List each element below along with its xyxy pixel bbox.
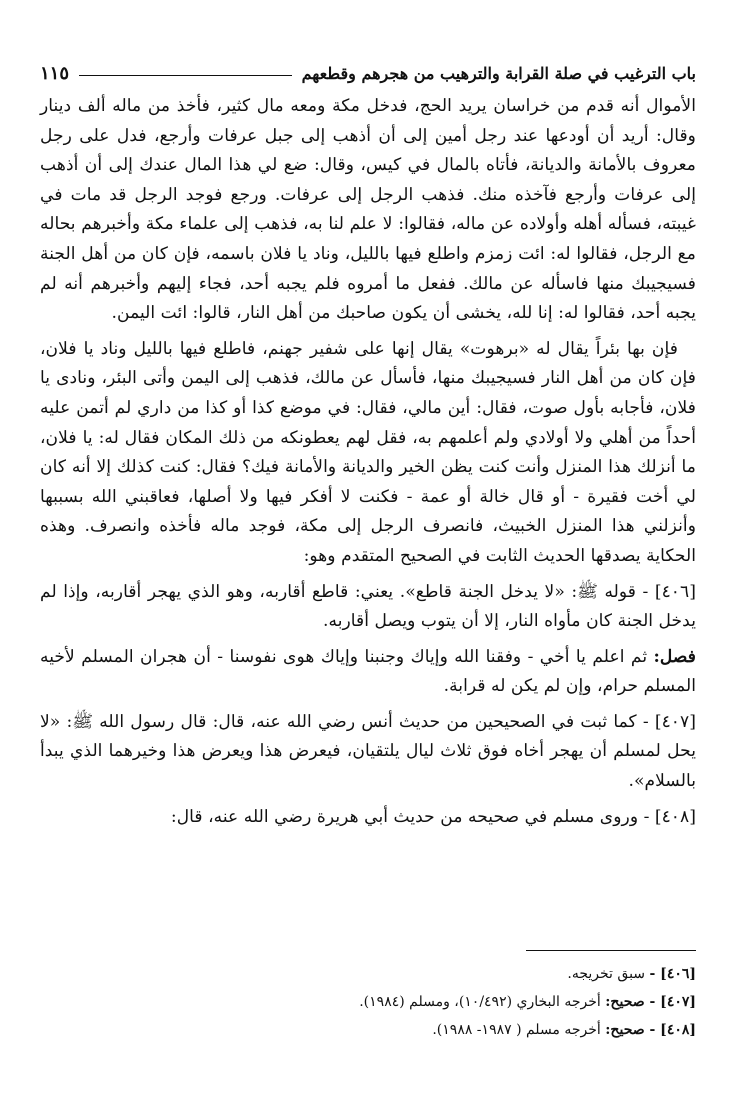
- running-header: [40, 58, 696, 88]
- footnote-406: [40, 960, 696, 988]
- footnote-407: [40, 988, 696, 1016]
- footnote-text: أخرجه مسلم ( ١٩٨٧- ١٩٨٨).: [432, 1022, 606, 1038]
- footnote-label: [٤٠٨] - صحيح:: [605, 1022, 696, 1038]
- hadith-407: [٤٠٧] - كما ثبت في الصحيحين من حديث أنس رضي الله عنه، قال: قال رسول الله ﷺ: «لا يحل لمسلم أن يهجر أخاه فوق ثلاث ليال يلتقيان، فيعرض هذا ويعرض هذا وخيرهما الذي يبدأ بالسلام».: [40, 711, 696, 792]
- body-text: [40, 92, 696, 832]
- page-number: ١١٥: [40, 62, 70, 84]
- section-fasl: [40, 643, 696, 702]
- section-text: ثم اعلم يا أخي - وفقنا الله وإياك وجنبنا وإياك هوى نفوسنا - أن هجران المسلم لأخيه المسلم حرام، وإن لم يكن له قرابة.: [40, 646, 696, 697]
- footnote-label: [٤٠٧] - صحيح:: [605, 994, 696, 1010]
- section-lead: فصل:: [653, 646, 696, 667]
- paragraph-story-continued: فإن بها بئراً يقال له «برهوت» يقال إنها على شفير جهنم، فاطلع فيها بالليل وناد يا فلان، فإن كان من أهل النار فسيجيبك منها، فأسأل عن مالك، فذهب إلى اليمن وأتى البئر، ونادى يا فلان، فأجابه بأول صوت، فقال: أين مالي، فقال: في موضع كذا أو كذا من داري لم أتمن عليه أحداً من أهلي ولا أولادي ولم أعلمهم به، فقل لهم يعطونكه من ذلك المكان فقال له: يا فلان، ما أنزلك هذا المنزل وأنت كنت يظن الخير والديانة والأمانة فيك؟ فقال: كنت كذلك إلا أنه كان لي أخت فقيرة - أو قال خالة أو عمة - فكنت لا أفكر فيها ولا أصلها، فعاقبني الله بسببها وأنزلني هذا المنزل الخبيث، فانصرف الرجل إلى مكة، فوجد ماله فأخذه وانصرف. وهذه الحكاية يصدقها الحديث الثابت في الصحيح المتقدم وهو:: [40, 338, 696, 566]
- footnote-label: [٤٠٦] -: [649, 966, 696, 982]
- footnote-text: أخرجه البخاري (١٠/٤٩٢)، ومسلم (١٩٨٤).: [359, 994, 606, 1010]
- hadith-406: [٤٠٦] - قوله ﷺ: «لا يدخل الجنة قاطع». يعني: قاطع أقاربه، وهو الذي يهجر أقاربه، وإذا لم يدخل الجنة كان مأواه النار، إلا أن يتوب ويصل أقاربه.: [40, 581, 696, 632]
- footnote-text: سبق تخريجه.: [567, 966, 650, 982]
- footnote-408: [40, 1016, 696, 1044]
- footnotes: [40, 960, 696, 1044]
- footnote-rule: [526, 950, 696, 951]
- hadith-408: [٤٠٨] - وروى مسلم في صحيحه من حديث أبي هريرة رضي الله عنه، قال:: [170, 806, 696, 827]
- chapter-title: باب الترغيب في صلة القرابة والترهيب من هجرهم وقطعهم: [301, 63, 696, 83]
- book-page: [40, 58, 696, 1038]
- paragraph-story: الأموال أنه قدم من خراسان يريد الحج، فدخل مكة ومعه مال كثير، فأخذ من ماله ألف دينار وقال: أريد أن أودعها عند رجل أمين إلى أن أذهب إلى جبل عرفات وأرجع، فدل على رجل معروف بالأمانة والديانة، فأتاه بالمال في كيس، وقال: ضع لي هذا المال عندك إلى أن أذهب إلى عرفات وأرجع فآخذه منك. فذهب الرجل إلى عرفات. ورجع فوجد الرجل قد مات في غيبته، فسأله أهله وأولاده عن ماله، فقالوا: لا علم لنا به، فذهب إلى علماء مكة وأخبرهم بحاله مع الرجل، فقالوا له: ائت زمزم واطلع فيها بالليل، وناد يا فلان باسمه، فإن كان من أهل الجنة فسيجيبك منها فاسأله عن مالك. ففعل ما أمروه فلم يجبه أحد، فجاء إليهم وأخبرهم أنه لم يجبه أحد، فقالوا له: إنا لله، يخشى أن يكون صاحبك من أهل النار، قالوا: ائت اليمن.: [40, 96, 696, 324]
- header-rule: [79, 75, 292, 76]
